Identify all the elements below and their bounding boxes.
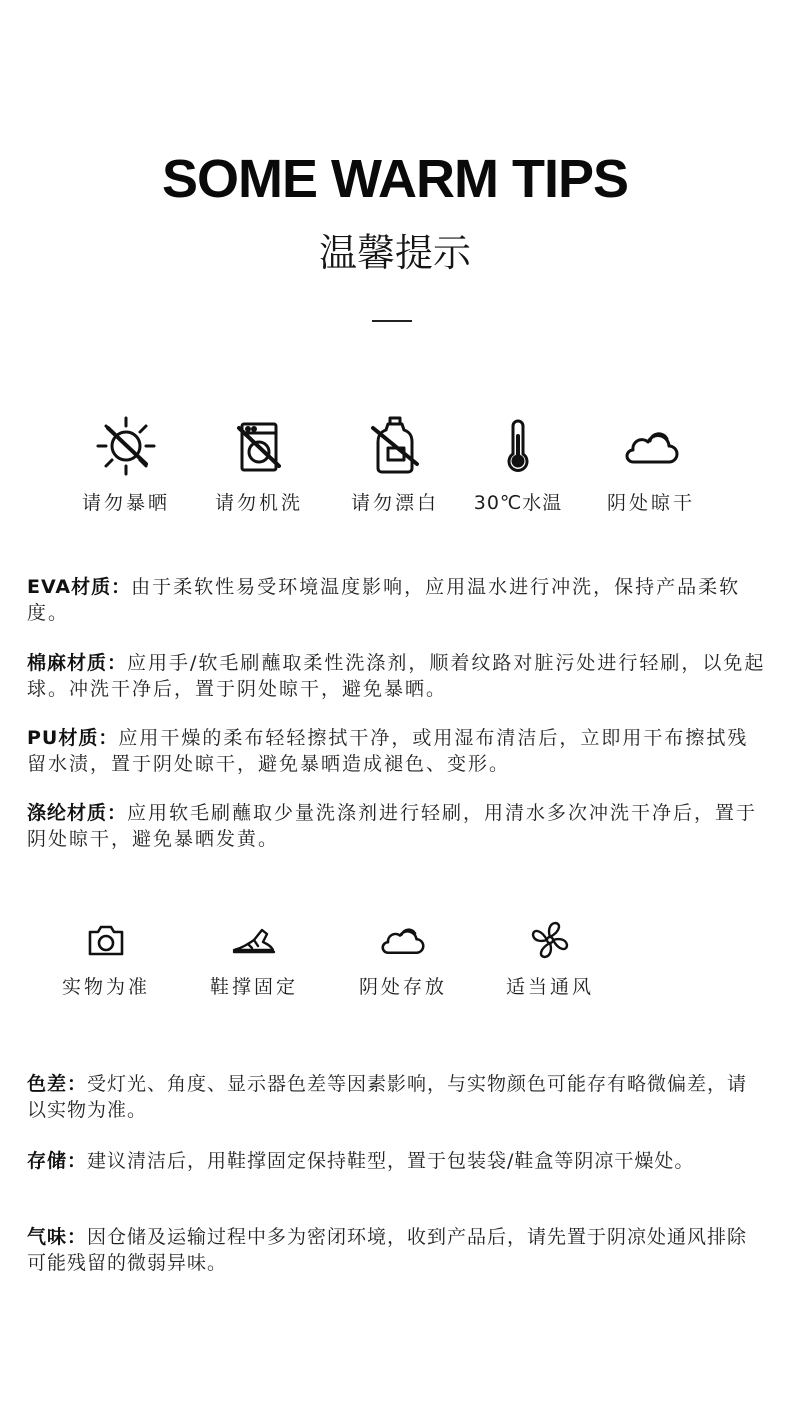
notice-color-difference-text: 受灯光、角度、显示器色差等因素影响，与实物颜色可能存有略微偏差，请以实物为准。 [27,1073,748,1121]
material-pu [27,725,767,777]
notice-icons-row [0,918,790,1018]
material-polyester-text: 应用软毛刷蘸取少量洗涤剂进行轻刷，用清水多次冲洗干净后，置于阴处晾干，避免暴晒发黄。 [27,802,758,850]
material-polyester-key: 涤纶材质： [27,802,128,824]
shoe-tree-icon [230,918,278,962]
notice-odor-text: 因仓储及运输过程中多为密闭环境，收到产品后，请先置于阴凉处通风排除可能残留的微弱异味。 [27,1226,748,1274]
notice-storage-text: 建议清洁后，用鞋撑固定保持鞋型，置于包装袋/鞋盒等阴凉干燥处。 [87,1150,695,1172]
material-eva-text: 由于柔软性易受环境温度影响，应用温水进行冲洗，保持产品柔软度。 [27,576,741,624]
cloud-icon [379,918,427,962]
care-label-no-sun: 请勿暴晒 [81,492,170,514]
notice-color-difference [27,1071,767,1123]
no-bleach-icon [363,414,427,478]
notice-item-shade-storage [328,918,478,999]
material-eva-key: EVA材质： [27,576,132,598]
camera-icon [84,918,128,962]
material-polyester [27,800,767,852]
cloud-icon [619,414,683,478]
material-pu-text: 应用干燥的柔布轻轻擦拭干净，或用湿布清洁后，立即用干布擦拭残留水渍，置于阴处晾干，避免暴晒造成褪色、变形。 [27,727,749,775]
material-pu-key: PU材质： [27,727,119,749]
care-item-no-sun [51,414,201,515]
notice-color-difference-key: 色差： [27,1073,88,1095]
care-item-water-temp [443,414,593,515]
thermometer-icon [486,414,550,478]
material-cotton-linen [27,650,767,702]
care-icons-row [0,414,790,524]
notice-item-ventilation [475,918,625,999]
page-title: SOME WARM TIPS [161,149,628,209]
page-subtitle: 温馨提示 [318,231,471,275]
notice-odor-key: 气味： [27,1226,88,1248]
title-divider [372,320,412,322]
material-cotton-linen-text: 应用手/软毛刷蘸取柔性洗涤剂，顺着纹路对脏污处进行轻刷，以免起球。冲洗干净后，置于阴处晾干，避免暴晒。 [27,652,766,700]
care-label-no-machine-wash: 请勿机洗 [214,492,303,514]
notice-item-actual-product [31,918,181,999]
care-item-no-machine-wash [184,414,334,515]
notice-storage-key: 存储： [27,1150,88,1172]
notice-label-actual-product: 实物为准 [61,976,150,998]
notice-storage [27,1148,767,1174]
fan-icon [528,918,572,962]
care-label-water-temp: 30℃水温 [473,492,563,514]
care-label-shade-dry: 阴处晾干 [606,492,695,514]
no-machine-wash-icon [227,414,291,478]
no-sun-icon [94,414,158,478]
notice-label-ventilation: 适当通风 [505,976,594,998]
notice-label-shade-storage: 阴处存放 [358,976,447,998]
material-eva [27,574,767,626]
care-label-no-bleach: 请勿漂白 [350,492,439,514]
material-cotton-linen-key: 棉麻材质： [27,652,128,674]
notice-odor [27,1224,767,1276]
notice-label-shoe-tree: 鞋撑固定 [209,976,298,998]
notice-item-shoe-tree [179,918,329,999]
care-item-shade-dry [576,414,726,515]
